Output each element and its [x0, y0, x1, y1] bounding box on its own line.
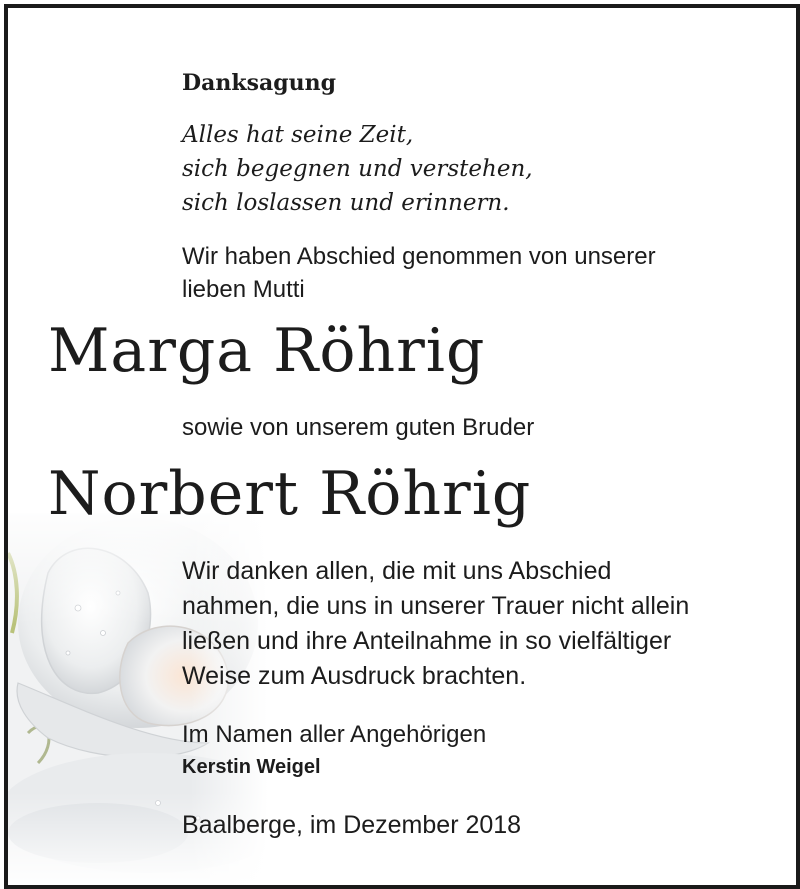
poem-line: sich loslassen und erinnern.	[182, 190, 510, 216]
heading: Danksagung	[182, 70, 336, 96]
place-date: Baalberge, im Dezember 2018	[182, 811, 522, 839]
poem-line: Alles hat seine Zeit,	[182, 122, 414, 148]
thanks-text	[182, 554, 782, 694]
notice-frame	[4, 4, 800, 889]
intro-text	[182, 240, 742, 306]
between-text: sowie von unserem guten Bruder	[182, 414, 535, 441]
signoff	[182, 718, 486, 784]
signoff-name: Kerstin Weigel	[182, 756, 321, 778]
thanks-line: Wir danken allen, die mit uns Abschied	[182, 557, 612, 585]
thanks-line: Weise zum Ausdruck brachten.	[182, 662, 527, 690]
deceased-name-second: Norbert Röhrig	[48, 459, 532, 529]
thanks-line: ließen und ihre Anteilnahme in so vielfältiger	[182, 627, 672, 655]
deceased-name-first: Marga Röhrig	[48, 316, 486, 386]
poem-line: sich begegnen und verstehen,	[182, 156, 533, 182]
signoff-line: Im Namen aller Angehörigen	[182, 721, 487, 748]
thanks-line: nahmen, die uns in unserer Trauer nicht allein	[182, 592, 690, 620]
intro-line: Wir haben Abschied genommen von unserer	[182, 243, 656, 270]
intro-line: lieben Mutti	[182, 276, 305, 303]
poem	[182, 118, 533, 220]
notice-content	[8, 8, 796, 885]
